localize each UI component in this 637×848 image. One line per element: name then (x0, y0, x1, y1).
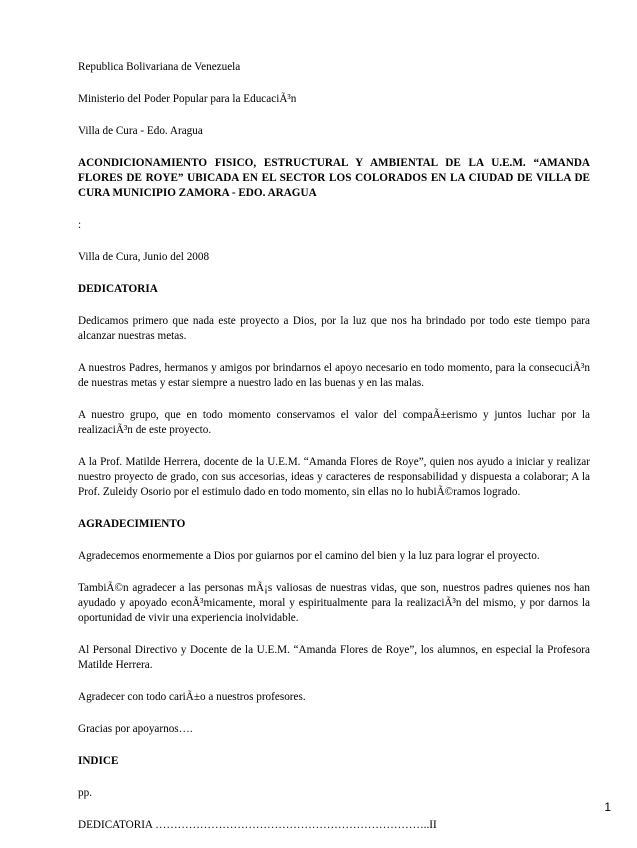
dedicatoria-heading: DEDICATORIA (78, 283, 158, 295)
document-page (78, 60, 590, 833)
dedicatoria-paragraph-4: A la Prof. Matilde Herrera, docente de la U.E.M. “Amanda Flores de Roye”, quien nos ayudo a iniciar y realizar nuestro proyecto de grado, con sus accesorias, ideas y caracteres de responsabilidad y dispuesta a colaborar; A la Prof. Zuleidy Osorio por el estimulo dado en todo momento, sin ellas no lo hubiÃ©ramos logrado. (78, 456, 590, 498)
agradecimiento-paragraph-2: TambiÃ©n agradecer a las personas mÃ¡s valiosas de nuestras vidas, que son, nuestros padres quienes nos han ayudado y apoyado econÃ³micamente, moral y espiritualmente para la realizaciÃ³n del mismo, y por darnos la oportunidad de vivir una experiencia inolvidable. (78, 582, 590, 624)
date-line: Villa de Cura, Junio del 2008 (78, 251, 210, 263)
separator-text: : (78, 219, 82, 231)
agradecimiento-paragraph-4: Agradecer con todo cariÃ±o a nuestros profesores. (78, 691, 306, 703)
agradecimiento-paragraph-5: Gracias por apoyarnos…. (78, 723, 193, 735)
indice-heading: INDICE (78, 755, 119, 767)
agradecimiento-paragraph-1: Agradecemos enormemente a Dios por guiarnos por el camino del bien y la luz para lograr el proyecto. (78, 550, 540, 562)
dedicatoria-paragraph-2: A nuestros Padres, hermanos y amigos por brindarnos el apoyo necesario en todo momento, para la consecuciÃ³n de nuestras metas y estar siempre a nuestro lado en las buenas y en las malas. (78, 362, 590, 389)
page-number: 1 (604, 800, 611, 814)
dedicatoria-paragraph-3: A nuestro grupo, que en todo momento conservamos el valor del compaÃ±erismo y juntos luchar por la realizaciÃ³n de este proyecto. (78, 409, 590, 436)
agradecimiento-heading: AGRADECIMIENTO (78, 518, 186, 530)
header-ministry: Ministerio del Poder Popular para la EducaciÃ³n (78, 93, 297, 105)
header-republic: Republica Bolivariana de Venezuela (78, 61, 241, 73)
indice-pp-label: pp. (78, 787, 92, 799)
dedicatoria-paragraph-1: Dedicamos primero que nada este proyecto a Dios, por la luz que nos ha brindado por todo este tiempo para alcanzar nuestras metas. (78, 315, 590, 342)
header-location: Villa de Cura - Edo. Aragua (78, 125, 203, 137)
indice-entry: DEDICATORIA ………………………………………………………………..II (78, 819, 437, 831)
agradecimiento-paragraph-3: Al Personal Directivo y Docente de la U.E.M. “Amanda Flores de Roye”, los alumnos, en especial la Profesora Matilde Herrera. (78, 644, 590, 671)
document-title: ACONDICIONAMIENTO FISICO, ESTRUCTURAL Y AMBIENTAL DE LA U.E.M. “AMANDA FLORES DE ROYE” UBICADA EN EL SECTOR LOS COLORADOS EN LA CIUDAD DE VILLA DE CURA MUNICIPIO ZAMORA - EDO. ARAGUA (78, 157, 590, 199)
